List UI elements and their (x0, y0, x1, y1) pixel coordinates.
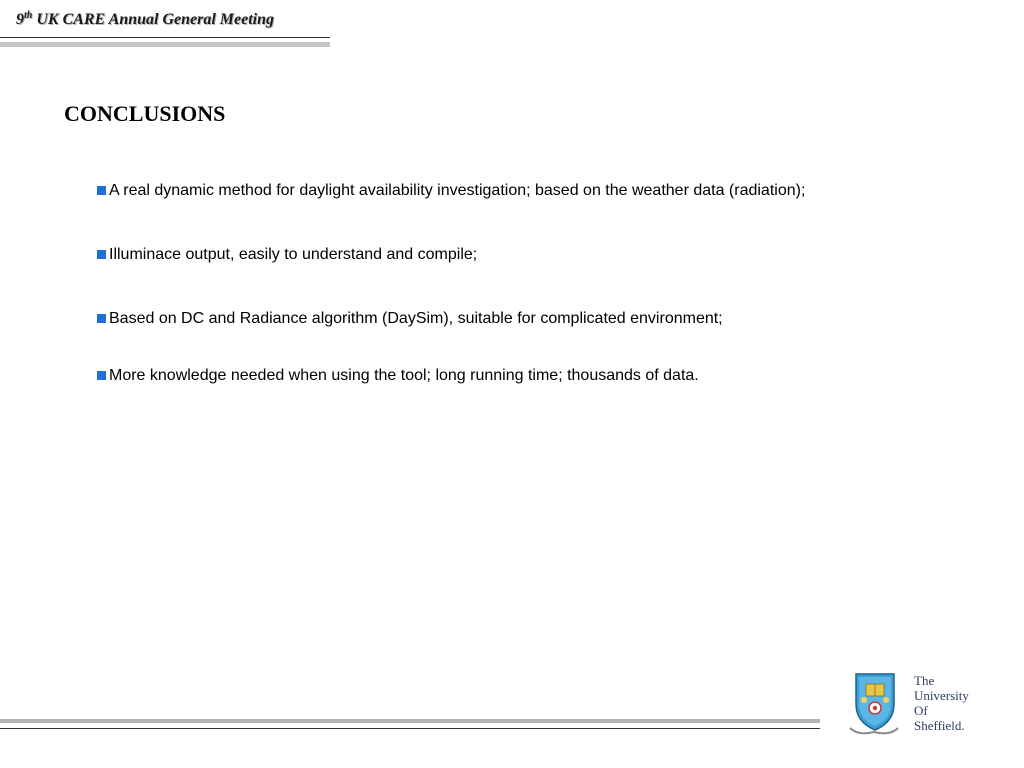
list-item (97, 310, 723, 328)
bullet-text: Illuminace output, easily to understand and compile; (109, 246, 478, 263)
university-name-line: Of (914, 703, 928, 718)
conference-title-text: UK CARE Annual General Meeting (32, 11, 275, 28)
conference-title (16, 10, 274, 29)
list-item (97, 246, 477, 264)
slide-heading: CONCLUSIONS (64, 101, 226, 126)
conference-ordinal-number: 9 (16, 11, 24, 28)
list-item (97, 182, 805, 200)
university-name (914, 673, 969, 733)
university-name-line: University (914, 688, 969, 703)
bullet-square-icon (97, 250, 106, 259)
bullet-square-icon (97, 371, 106, 380)
bullet-text: A real dynamic method for daylight availability investigation; based on the weather data (radiation); (109, 182, 806, 199)
list-item (97, 367, 699, 385)
bullet-text: Based on DC and Radiance algorithm (DaySim), suitable for complicated environment; (109, 310, 723, 327)
university-name-line: Sheffield. (914, 718, 965, 733)
bullet-square-icon (97, 314, 106, 323)
bullet-square-icon (97, 186, 106, 195)
conference-ordinal-suffix: th (24, 10, 33, 21)
footer-divider-thick (0, 719, 820, 723)
header-divider-thin (0, 37, 330, 38)
footer-divider-thin (0, 728, 820, 729)
header-divider-thick (0, 42, 330, 47)
university-name-line: The (914, 673, 935, 688)
bullet-text: More knowledge needed when using the tool; long running time; thousands of data. (109, 367, 699, 384)
